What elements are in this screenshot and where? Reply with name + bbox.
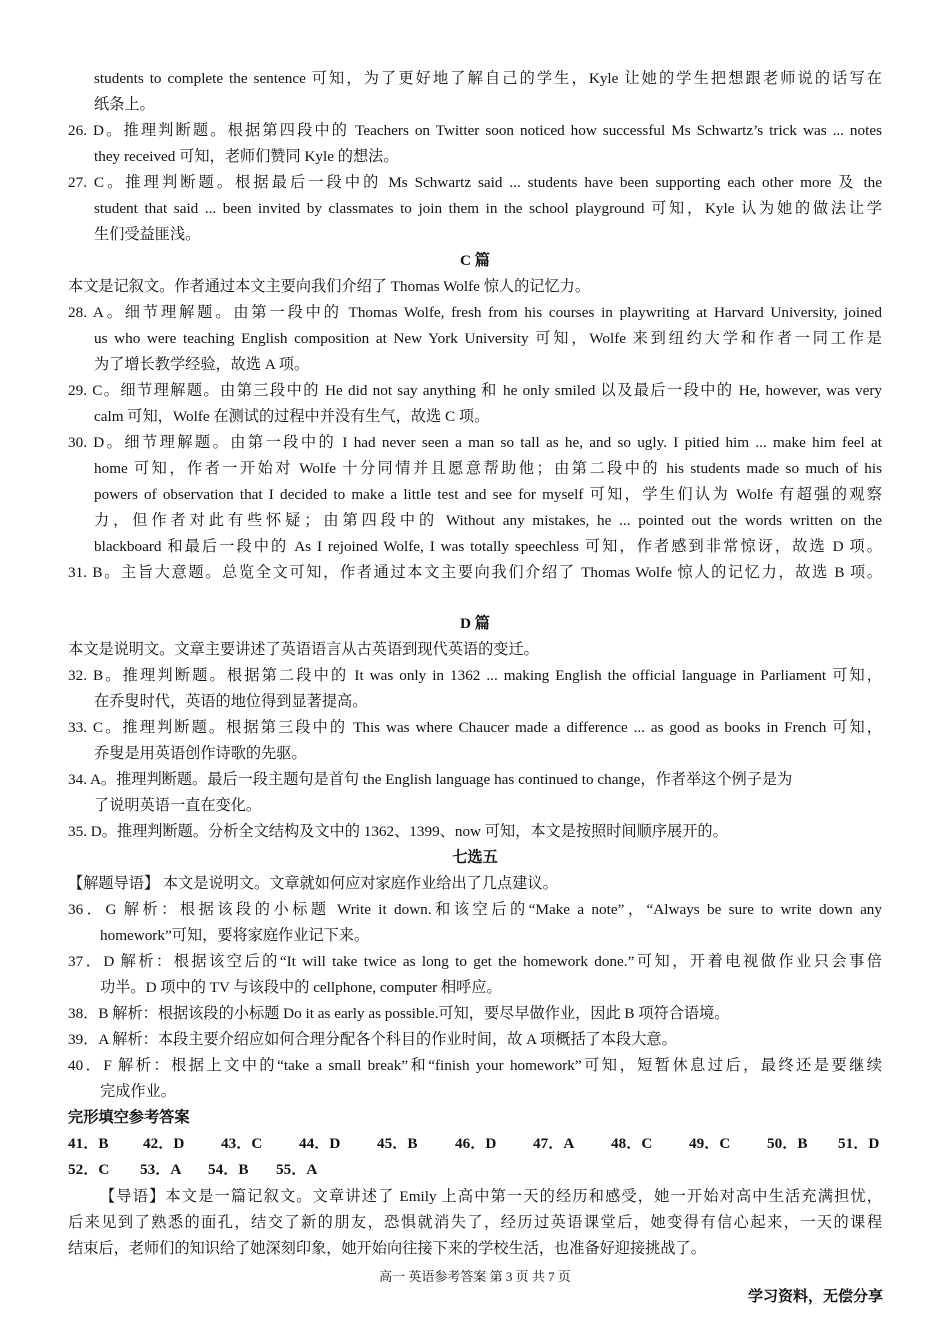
section-intro: 本文是说明文。文章主要讲述了英语语言从古英语到现代英语的变迁。 [68,641,539,658]
cloze-answer: 53．A [140,1161,182,1178]
answer-26: 26. D。推理判断题。根据第四段中的 Teachers on Twitter soon noticed how successful Ms Schwartz’s trick was ... notes [68,122,882,139]
text-line: 力，但作者对此有些怀疑；由第四段中的 Without any mistakes, he ... pointed out the words written on the [94,512,882,529]
cloze-answer: 43．C [221,1135,263,1152]
answer-27: 27. C。推理判断题。根据最后一段中的 Ms Schwartz said ... students have been supporting each other more 及 the [68,174,882,191]
answer-32: 32. B。推理判断题。根据第二段中的 It was only in 1362 ... making English the official language in Parliament 可知， [68,667,882,684]
text-line: us who were teaching English composition at New York University 可知，Wolfe 来到纽约大学和作者一同工作是 [94,330,882,347]
text-line: 功半。D 项中的 TV 与该段中的 cellphone, computer 相呼应。 [100,979,502,996]
answer-36: 36．G 解析：根据该段的小标题 Write it down.和该空后的“Make a note”，“Always be sure to write down any [68,901,882,918]
text-line: homework”可知，要将家庭作业记下来。 [100,927,370,944]
cloze-answer: 50．B [767,1135,808,1152]
cloze-answer: 44．D [299,1135,341,1152]
answer-28: 28. A。细节理解题。由第一段中的 Thomas Wolfe, fresh from his courses in playwriting at Harvard University, joined [68,304,882,321]
section-intro: 本文是记叙文。作者通过本文主要向我们介绍了 Thomas Wolfe 惊人的记忆力。 [68,278,591,295]
answer-33: 33. C。推理判断题。根据第三段中的 This was where Chaucer made a difference ... as good as books in French 可知， [68,719,882,736]
text-line: 完成作业。 [100,1083,176,1100]
cloze-answer: 52．C [68,1161,110,1178]
text-line: 了说明英语一直在变化。 [94,797,262,814]
text-line: 为了增长教学经验，故选 A 项。 [94,356,310,373]
text-line: 生们受益匪浅。 [94,226,201,243]
text-line: students to complete the sentence 可知，为了更好地了解自己的学生，Kyle 让她的学生把想跟老师说的话写在 [94,70,882,87]
cloze-answer: 54．B [208,1161,249,1178]
answer-39: 39．A 解析：本段主要介绍应如何合理分配各个科目的作业时间，故 A 项概括了本段大意。 [68,1031,677,1048]
answer-38: 38．B 解析：根据该段的小标题 Do it as early as possible.可知，要尽早做作业，因此 B 项符合语境。 [68,1005,730,1022]
text-line: they received 可知，老师们赞同 Kyle 的想法。 [94,148,399,165]
text-line: powers of observation that I decided to make a little test and see for myself 可知，学生们认为 Wolfe 有超强的观察 [94,486,882,503]
cloze-answer: 47．A [533,1135,575,1152]
section-heading-c: C 篇 [460,252,490,269]
answer-29: 29. C。细节理解题。由第三段中的 He did not say anything 和 he only smiled 以及最后一段中的 He, however, was very [68,382,882,399]
section-intro: 【解题导语】 本文是说明文。文章就如何应对家庭作业给出了几点建议。 [68,875,558,892]
answer-35: 35. D。推理判断题。分析全文结构及文中的 1362、1399、now 可知，本文是按照时间顺序展开的。 [68,823,728,840]
section-heading-d: D 篇 [460,615,490,632]
cloze-answer: 48．C [611,1135,653,1152]
text-line: 结束后，老师们的知识给了她深刻印象，她开始向往接下来的学校生活，也准备好迎接挑战了。 [68,1240,706,1257]
cloze-answer: 45．B [377,1135,418,1152]
cloze-answer: 49．C [689,1135,731,1152]
cloze-answer: 42．D [143,1135,185,1152]
cloze-answer: 46．D [455,1135,497,1152]
cloze-answer: 51．D [838,1135,880,1152]
text-line: 纸条上。 [94,96,155,113]
answer-40: 40．F 解析：根据上文中的“take a small break”和“finish your homework”可知，短暂休息过后，最终还是要继续 [68,1057,882,1074]
answer-30: 30. D。细节理解题。由第一段中的 I had never seen a man so tall as he, and so ugly. I pitied him ... make him feel at [68,434,882,451]
text-line: student that said ... been invited by classmates to join them in the school playground 可知，Kyle 认为她的做法让学 [94,200,882,217]
cloze-answer: 55．A [276,1161,318,1178]
cloze-answer: 41．B [68,1135,109,1152]
text-line: calm 可知，Wolfe 在测试的过程中并没有生气，故选 C 项。 [94,408,490,425]
text-line: home 可知，作者一开始对 Wolfe 十分同情并且愿意帮助他；由第二段中的 his students made so much of his [94,460,882,477]
cloze-intro: 【导语】本文是一篇记叙文。文章讲述了 Emily 上高中第一天的经历和感受，她一开始对高中生活充满担忧， [100,1188,882,1205]
cloze-answers-heading: 完形填空参考答案 [68,1109,190,1126]
share-note: 学习资料，无偿分享 [748,1287,884,1305]
text-line: 后来见到了熟悉的面孔，结交了新的朋友，恐惧就消失了，经历过英语课堂后，她变得有信心起来，一天的课程 [68,1214,882,1231]
answer-31: 31. B。主旨大意题。总览全文可知，作者通过本文主要向我们介绍了 Thomas Wolfe 惊人的记忆力，故选 B 项。 [68,564,882,581]
text-line: blackboard 和最后一段中的 As I rejoined Wolfe, I was totally speechless 可知，作者感到非常惊讶，故选 D 项。 [94,538,882,555]
section-heading-seven-choose-five: 七选五 [452,849,498,866]
answer-37: 37．D 解析：根据该空后的“It will take twice as long to get the homework done.”可知，开着电视做作业只会事倍 [68,953,882,970]
page-footer: 高一 英语参考答案 第 3 页 共 7 页 [379,1269,571,1284]
answer-34: 34. A。推理判断题。最后一段主题句是首句 the English language has continued to change，作者举这个例子是为 [68,771,793,788]
text-line: 乔叟是用英语创作诗歌的先驱。 [94,745,307,762]
text-line: 在乔叟时代，英语的地位得到显著提高。 [94,693,368,710]
